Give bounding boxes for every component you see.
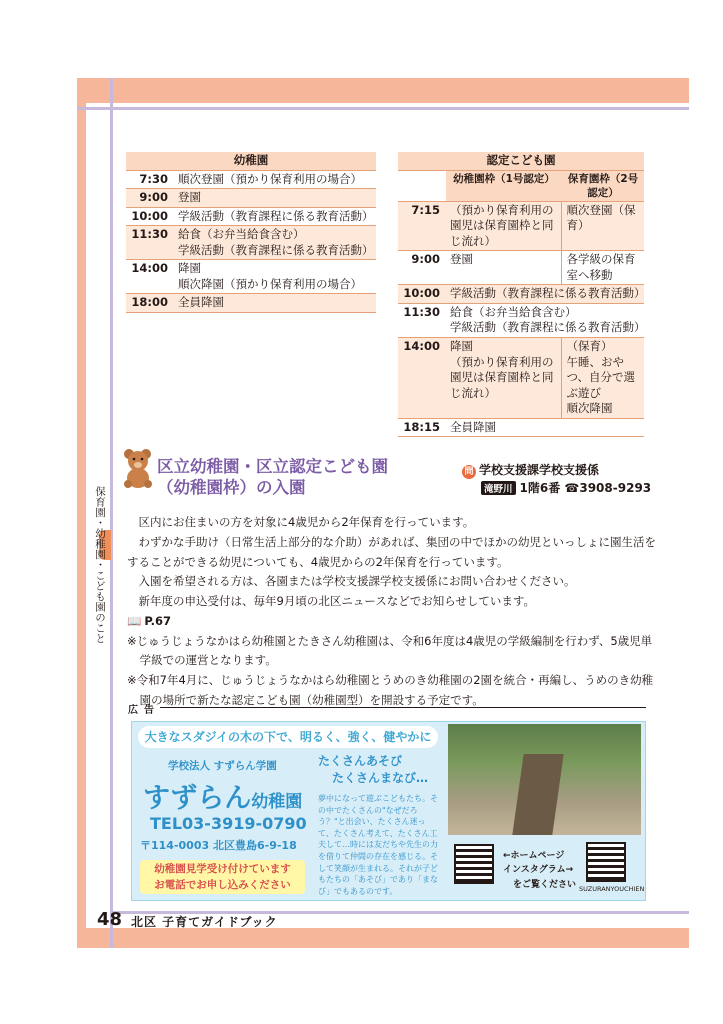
- schedule-time: 7:15: [398, 201, 446, 251]
- schedule-activity: 全員降園: [446, 418, 644, 437]
- ad-catchphrase: [318, 753, 428, 787]
- ad-photo: [448, 724, 641, 835]
- building-tag: 滝野川: [481, 481, 516, 495]
- section-body: [127, 513, 657, 711]
- page-reference-text: P.67: [144, 613, 172, 628]
- schedule-activity: 給食（お弁当給食含む） 学級活動（教育課程に係る教育活動）: [446, 303, 644, 337]
- schedule-activity-kinder: （預かり保育利用の園児は保育園枠と同じ流れ）: [446, 201, 562, 251]
- schedule-time: 11:30: [126, 226, 174, 260]
- inquiry-icon: 問: [462, 465, 476, 479]
- contact-floor: 1階6番: [519, 481, 561, 495]
- contact-phone: 3908-9293: [579, 481, 652, 495]
- ad-divider: [160, 707, 646, 708]
- ad-telephone: TEL03-3919-0790: [150, 814, 307, 833]
- ad-address: 〒114-0003 北区豊島6-9-18: [140, 839, 297, 852]
- body-paragraph-3: 入園を希望される方は、各園または学校支援課学校支援係にお問い合わせください。: [138, 574, 576, 589]
- section-title-line1: 区立幼稚園・区立認定こども園: [157, 457, 388, 476]
- contact-location: [481, 479, 651, 496]
- ad-name-sub: 幼稚園: [251, 792, 303, 812]
- ad-school-name: [143, 776, 302, 815]
- note-2: ※令和7年4月に、じゅうじょうなかはら幼稚園とうめのき幼稚園の2園を統合・再編し、うめのき幼稚園の場所で新たな認定こども園（幼稚園型）を開設する予定です。: [127, 673, 654, 707]
- page-number: 48: [97, 909, 123, 930]
- ad-hp-line3: をご覧ください: [513, 879, 577, 890]
- schedule-activity: 順次登園（預かり保育利用の場合）: [174, 170, 376, 189]
- phone-icon: ☎: [564, 481, 580, 495]
- kindergarten-table-header: 幼稚園: [126, 152, 376, 170]
- ad-hp-line2: インスタグラム→: [503, 865, 574, 876]
- table-row: [398, 418, 644, 437]
- ad-visit-note: [140, 860, 305, 894]
- schedule-time: 10:00: [126, 207, 174, 226]
- schedule-activity: 登園: [174, 189, 376, 208]
- table-row: [126, 189, 376, 208]
- schedule-time: 10:00: [398, 285, 446, 304]
- schedule-time: 18:00: [126, 294, 174, 313]
- table-row: [126, 294, 376, 313]
- schedule-time: 11:30: [398, 303, 446, 337]
- body-paragraph-2: わずかな手助け（日常生活上部分的な介助）があれば、集団の中でほかの幼児といっしょに園生活をすることができる幼児についても、4歳児からの2年保育を行っています。: [127, 534, 656, 569]
- table-row: [398, 201, 644, 251]
- table-row: [398, 303, 644, 337]
- bottom-decor-band: [77, 928, 689, 948]
- top-decor-band: [77, 78, 689, 103]
- ad-visit-line2: お電話でお申し込みください: [154, 878, 291, 891]
- table-row: [126, 260, 376, 294]
- body-paragraph-1: 区内にお住まいの方を対象に4歳児から2年保育を行っています。: [138, 515, 475, 529]
- table-row: [126, 207, 376, 226]
- contact-department: [462, 461, 599, 479]
- kodomoen-table-header: 認定こども園: [398, 152, 644, 170]
- ad-label: 広告: [128, 705, 160, 716]
- homepage-qr-code[interactable]: [454, 844, 494, 884]
- kodomoen-time-col: [398, 170, 446, 201]
- table-row: [398, 337, 644, 418]
- schedule-activity-hoiku: 順次登園（保育）: [562, 201, 644, 251]
- ad-catch-line2: たくさんまなび…: [332, 770, 429, 785]
- schedule-activity-kinder: 降園 （預かり保育利用の園児は保育園枠と同じ流れ）: [446, 337, 562, 418]
- teddy-bear-icon: [119, 446, 157, 488]
- contact-dept-name: 学校支援課学校支援係: [479, 463, 600, 477]
- tree-trunk: [512, 754, 563, 835]
- kodomoen-col-kinder: 幼稚園枠（1号認定）: [446, 170, 562, 201]
- ad-hp-line1: ←ホームページ: [503, 851, 565, 861]
- schedule-activity-hoiku: 各学級の保育室へ移動: [562, 251, 644, 285]
- schedule-activity: 給食（お弁当給食含む） 学級活動（教育課程に係る教育活動）: [174, 226, 376, 260]
- side-chapter-label: 保育園・幼稚園・こども園のこと: [94, 486, 106, 644]
- note-1: ※じゅうじょうなかはら幼稚園とたきさん幼稚園は、令和6年度は4歳児の学級編制を行わず、5歳児単学級での運営となります。: [127, 633, 653, 668]
- schedule-time: 7:30: [126, 170, 174, 189]
- book-icon: 📖: [127, 613, 142, 628]
- table-row: [126, 170, 376, 189]
- schedule-activity-kinder: 登園: [446, 251, 562, 285]
- schedule-activity: 全員降園: [174, 294, 376, 313]
- body-paragraph-4: 新年度の申込受付は、毎年9月頃の北区ニュースなどでお知らせしています。: [138, 594, 535, 609]
- ad-catch-line1: たくさんあそび: [318, 754, 403, 768]
- schedule-time: 9:00: [126, 189, 174, 208]
- schedule-time: 9:00: [398, 251, 446, 285]
- ad-organization: 学校法人 すずらん学園: [168, 760, 277, 772]
- table-row: [398, 251, 644, 285]
- schedule-time: 14:00: [398, 337, 446, 418]
- schedule-activity: 降園 順次降園（預かり保育利用の場合）: [174, 260, 376, 294]
- left-decor-line: [110, 78, 113, 948]
- schedule-activity: 学級活動（教育課程に係る教育活動）: [174, 207, 376, 226]
- ad-banner: 大きなスダジイの木の下で、明るく、強く、健やかに: [138, 726, 438, 748]
- section-title: [157, 456, 388, 499]
- instagram-caption: SUZURANYOUCHIEN: [579, 885, 645, 893]
- top-decor-line: [77, 107, 689, 110]
- kodomoen-col-hoiku: 保育園枠（2号認定）: [562, 170, 644, 201]
- schedule-activity-hoiku: （保育） 午睡、おやつ、自分で選ぶ遊び 順次降園: [562, 337, 644, 418]
- ad-name-main: すずらん: [143, 783, 252, 814]
- instagram-qr-code[interactable]: [586, 842, 626, 882]
- page-reference: [127, 612, 657, 632]
- ad-description: 夢中になって遊ぶこどもたち。その中でたくさんの"なぜだろう？"と出会い、たくさん迷って、たくさん考えて、たくさん工夫して…時には友だちや先生の力を借りて仲間の存在を感じる。そして笑顔が生まれる。それが子どもたちの「あそび」であり「まなび」でもあるのです。: [318, 794, 438, 896]
- schedule-activity: 学級活動（教育課程に係る教育活動）: [446, 285, 644, 304]
- ad-visit-line1: 幼稚園見学受け付けています: [154, 863, 291, 875]
- table-row: [126, 226, 376, 260]
- kodomoen-schedule-table: [398, 152, 644, 437]
- schedule-time: 18:15: [398, 418, 446, 437]
- section-title-line2: （幼稚園枠）の入園: [157, 478, 306, 498]
- guide-title: 北区 子育てガイドブック: [131, 915, 278, 929]
- table-row: [398, 285, 644, 304]
- kindergarten-schedule-table: [126, 152, 376, 313]
- ad-links-note: [503, 849, 576, 892]
- schedule-time: 14:00: [126, 260, 174, 294]
